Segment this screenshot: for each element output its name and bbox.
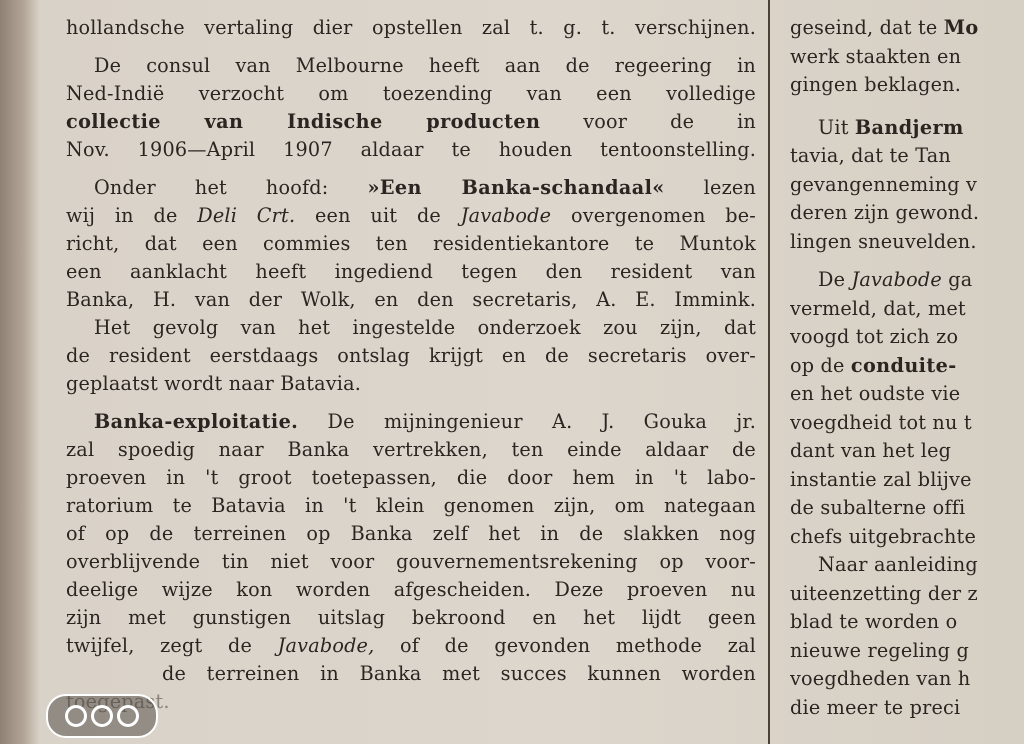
- text-line: Het gevolg van het ingestelde onderzoek zou zijn, dat: [94, 316, 756, 339]
- text-line: vermeld, dat, met: [790, 296, 966, 320]
- ring-icon: [117, 705, 139, 727]
- text-line: proeven in 't groot toetepassen, die door hem in 't labo-: [66, 466, 756, 489]
- text-line: op de conduite-: [790, 353, 957, 377]
- text-line: voegdheden van h: [790, 667, 971, 690]
- bold-heading: collectie van Indische producten: [66, 110, 541, 133]
- ring-icon: [65, 705, 87, 727]
- text-line: en het oudste vie: [790, 382, 961, 405]
- bold-heading: Banka-exploitatie.: [94, 410, 299, 433]
- text-line: deren zijn gewond.: [790, 201, 980, 224]
- text-line: instantie zal blijve: [790, 467, 972, 491]
- text-line: deelige wijze kon worden afgescheiden. Deze proeven nu: [66, 578, 756, 601]
- text-line: Uit Bandjerm: [818, 115, 964, 139]
- text-line: blad te worden o: [790, 610, 958, 633]
- text-line: gevangenneming v: [790, 172, 978, 196]
- text-line: ratorium te Batavia in 't klein genomen zijn, om nategaan: [66, 494, 756, 517]
- ring-icon: [91, 705, 113, 727]
- text-line: twijfel, zegt de Javabode, of de gevonden methode zal: [66, 634, 756, 657]
- bold-heading: »Een Banka-schandaal«: [367, 176, 665, 199]
- text-line: De Javabode ga: [818, 268, 973, 291]
- text-line: wij in de Deli Crt. een uit de Javabode overgenomen be-: [66, 204, 756, 227]
- ooo-rings-icon[interactable]: [46, 694, 158, 738]
- text-line: Banka-exploitatie. De mijningenieur A. J. Gouka jr.: [94, 410, 756, 433]
- text-line: Nov. 1906—April 1907 aldaar te houden tentoonstelling.: [66, 138, 756, 161]
- text-line: richt, dat een commies ten residentiekantore te Muntok: [66, 232, 756, 255]
- text-line: de terreinen in Banka met succes kunnen worden: [162, 662, 756, 685]
- text-line: gingen beklagen.: [790, 73, 962, 96]
- text-line: chefs uitgebrachte: [790, 524, 977, 548]
- text-line: nieuwe regeling g: [790, 638, 969, 662]
- text-line: de resident eerstdaags ontslag krijgt en de secretaris over-: [66, 344, 756, 367]
- text-line: Onder het hoofd: »Een Banka-schandaal« lezen: [94, 176, 756, 199]
- text-line: Banka, H. van der Wolk, en den secretaris, A. E. Immink.: [66, 288, 756, 311]
- text-line: die meer te preci: [790, 695, 961, 719]
- text-line: Ned-Indië verzocht om toezending van een volledige: [66, 82, 756, 105]
- text-line: uiteenzetting der z: [790, 581, 978, 605]
- text-line: zijn met gunstigen uitslag bekroond en het lijdt geen: [66, 606, 756, 629]
- text-line: zal spoedig naar Banka vertrekken, ten einde aldaar de: [66, 438, 756, 461]
- text-line: Naar aanleiding: [818, 553, 978, 576]
- text-line: de subalterne offi: [790, 496, 966, 519]
- text-line: tavia, dat te Tan: [790, 144, 951, 167]
- text-line: overblijvende tin niet voor gouvernementsrekening op voor-: [66, 550, 756, 573]
- text-line: lingen sneuvelden.: [790, 229, 977, 253]
- left-column: [66, 14, 756, 716]
- text-line: voogd tot zich zo: [790, 325, 959, 348]
- text-line: werk staakten en: [790, 44, 962, 68]
- right-column: [790, 14, 1024, 722]
- page-binding-shadow: [0, 0, 40, 744]
- text-line: geplaatst wordt naar Batavia.: [66, 372, 362, 395]
- text-line: dant van het leg: [790, 439, 952, 462]
- text-line-cut: toegepast.: [66, 690, 170, 713]
- text-line: hollandsche vertaling dier opstellen zal t. g. t. verschijnen.: [66, 16, 756, 39]
- text-line: collectie van Indische producten voor de in: [66, 110, 756, 133]
- text-line: De consul van Melbourne heeft aan de regeering in: [94, 54, 756, 77]
- text-line: geseind, dat te Mo: [790, 16, 979, 39]
- column-rule: [768, 0, 770, 744]
- text-line: of op de terreinen op Banka zelf het in de slakken nog: [66, 522, 756, 545]
- text-line: voegdheid tot nu t: [790, 410, 972, 434]
- text-line: een aanklacht heeft ingediend tegen den resident van: [66, 260, 756, 283]
